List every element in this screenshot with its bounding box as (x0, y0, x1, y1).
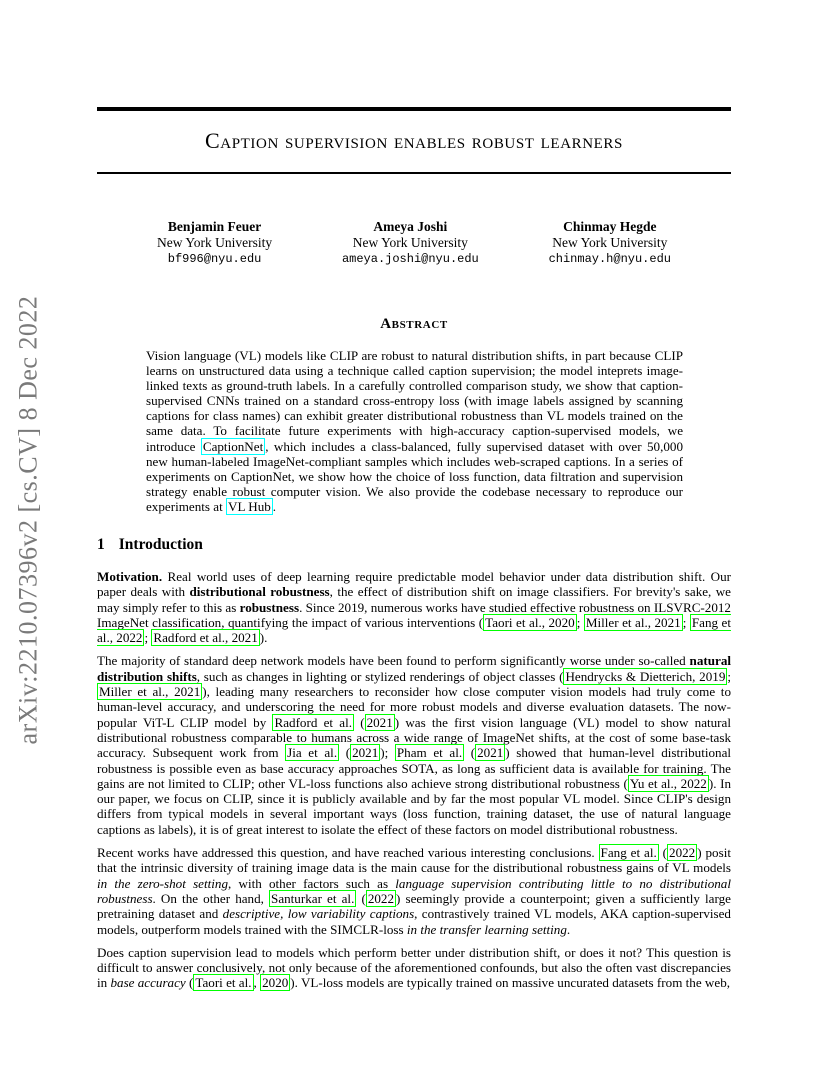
author-2 (342, 219, 479, 267)
citation-link[interactable]: Miller et al., 2021 (99, 684, 201, 700)
bold-term: natural distribution shifts (97, 653, 731, 684)
author-1 (157, 219, 272, 267)
citation-link[interactable]: Fang et al., 2022 (97, 614, 731, 646)
text-segment: ( (464, 745, 476, 761)
author-affiliation: New York University (352, 235, 468, 250)
abstract-text-segment: Vision language (VL) models like CLIP are robust to natural distribution shifts, in part because CLIP learns on unstructured data using a technique called caption supervision; the model inteprets image-linked texts as ground-truth labels. In a carefully controlled comparison study, we show that caption-supervised CNNs trained on a standard cross-entropy loss (with image labels assigned by scanning captions for class names) can exhibit greater distributional robustness than VL models trained on the same data. To facilitate future experiments with high-accuracy caption-supervised models, we introduce (146, 348, 683, 454)
text-segment: ; (727, 668, 732, 684)
text-segment: ). VL-loss models are typically trained on massive uncurated datasets from the web, (290, 975, 731, 991)
italic-term: in the zero-shot setting (97, 875, 228, 891)
text-segment: ( (185, 975, 194, 991)
abstract-text-segment: , which includes a class-balanced, fully supervised dataset with over 50,000 new human-labeled ImageNet-compliant samples which includes web-scraped captions. In a series of experiments on CaptionNet, we show how the choice of loss function, data filtration and supervision strategy enable robust computer vision. We also provide the codebase necessary to reproduce our experiments at (146, 438, 683, 514)
section-number: 1 (97, 536, 105, 553)
citation-link[interactable]: Yu et al., 2022 (629, 775, 707, 791)
text-segment: ). In our paper, we focus on CLIP, since it is publicly available and by far the most popular VL model. Since CLIP's design differs from typical models in several important ways (loss function, training dataset, the use of natural language captions as labels), it is of great interest to isolate the effect of these factors on model distributional robustness. (97, 775, 731, 837)
citation-link[interactable]: 2022 (669, 845, 696, 861)
citation-link[interactable]: Hendrycks & Dietterich, 2019 (565, 668, 726, 684)
citation-link[interactable]: 2020 (262, 975, 289, 991)
author-block (97, 219, 731, 267)
citation-link[interactable]: 2021 (477, 745, 504, 761)
citation-link[interactable]: Santurkar et al. (271, 890, 355, 906)
section-title: Introduction (118, 536, 203, 553)
italic-term: base accuracy (110, 975, 186, 991)
text-segment: , with other factors such as (228, 875, 396, 891)
citation-link[interactable]: Taori et al. (195, 975, 252, 991)
text-segment: ) posit that the intrinsic diversity of training image data is the main cause for the distributional robustness gains of VL models (97, 845, 731, 876)
title-top-rule (97, 107, 731, 111)
text-segment: ), leading many researchers to reconsider how close computer vision models had truly come to human-level accuracy, and underscoring the need for more robust models and diverse evaluation datasets. The now-popular ViT-L CLIP model by (97, 684, 731, 730)
text-segment: Real world uses of deep learning require predictable model behavior under data distribution shift. Our paper deals with (97, 569, 731, 600)
text-segment: , the effect of distribution shift on image classifiers. For brevity's sake, we may simply refer to this as (97, 584, 731, 615)
citation-link[interactable]: 2022 (367, 890, 395, 906)
bold-term: robustness (239, 599, 300, 615)
text-segment: . (566, 921, 571, 937)
citation-link[interactable]: Radford et al., 2021 (153, 630, 258, 646)
citation-link[interactable]: 2021 (352, 745, 379, 761)
body-text (97, 569, 731, 999)
text-segment: ( (353, 714, 365, 730)
text-segment: . On the other hand, (152, 890, 270, 906)
text-segment: ) showed that human-level distributional robustness is possible even as base accuracy approaches SOTA, as long as sufficient data is available for training. The gains are not limited to CLIP; other VL-loss functions also achieve strong distributional robustness ( (97, 745, 732, 791)
abstract-heading: Abstract (380, 316, 448, 332)
citation-link[interactable]: 2021 (366, 714, 393, 730)
paragraph-caption-supervision-question (97, 945, 731, 991)
arxiv-identifier: arXiv:2210.07396v2 [cs.CV] 8 Dec 2022 (13, 295, 42, 745)
citation-link[interactable]: Taori et al., 2020 (485, 614, 575, 630)
author-name: Benjamin Feuer (167, 219, 262, 234)
text-segment: ) was the first vision language (VL) model to show natural distributional robustness comparable to humans across a wide range of ImageNet shifts, at the cost of some base-task accuracy. Subsequent work from (97, 714, 731, 761)
author-email[interactable]: chinmay.h@nyu.edu (548, 252, 671, 266)
text-segment: The majority of standard deep network models have been found to perform significantly worse under so-called (97, 653, 690, 669)
section-heading-introduction (97, 536, 203, 554)
vl-hub-link[interactable]: VL Hub (228, 498, 271, 514)
italic-term: descriptive, low variability captions (222, 906, 415, 922)
text-segment: ). (259, 630, 268, 646)
text-segment: , (253, 975, 261, 991)
text-segment: Recent works have addressed this question, and have reached various interesting conclusions. (97, 845, 599, 861)
paragraph-distribution-shifts (97, 653, 731, 837)
author-3 (549, 219, 671, 267)
text-segment: Does caption supervision lead to models which perform better under distribution shift, or does it not? This question is difficult to answer conclusively, not only because of the aforementioned confounds, but also the often vast discrepancies in (97, 944, 731, 991)
text-segment: ); (380, 745, 395, 761)
text-segment: ) seemingly provide a counterpoint; given a sufficiently large pretraining dataset and (97, 890, 731, 922)
paper-title: Caption supervision enables robust learners (205, 128, 623, 153)
citation-link[interactable]: Jia et al. (287, 745, 338, 761)
text-segment: , contrastively trained VL models, AKA caption-supervised models, outperform models trained with the SIMCLR-loss (97, 906, 731, 937)
author-affiliation: New York University (552, 235, 668, 250)
text-segment: ( (658, 845, 668, 861)
text-segment: ( (356, 890, 366, 906)
paragraph-lead: Motivation. (97, 569, 163, 584)
author-name: Ameya Joshi (373, 219, 448, 234)
citation-link[interactable]: Miller et al., 2021 (585, 614, 681, 630)
bold-term: distributional robustness (189, 584, 330, 600)
paragraph-recent-works (97, 845, 731, 937)
paragraph-motivation (97, 569, 731, 645)
author-email[interactable]: ameya.joshi@nyu.edu (341, 252, 479, 266)
italic-term: in the transfer learning setting (406, 921, 567, 937)
text-segment: ( (339, 745, 351, 761)
captionnet-link[interactable]: CaptionNet (202, 438, 264, 454)
text-segment: ; (576, 614, 584, 630)
title-bottom-rule (97, 172, 731, 174)
arxiv-margin-stamp (6, 290, 50, 750)
italic-term: language supervision contributing little to no distributional robustness (97, 875, 731, 906)
abstract-text-segment: . (272, 498, 277, 514)
author-email[interactable]: bf996@nyu.edu (167, 252, 262, 266)
citation-link[interactable]: Pham et al. (396, 745, 463, 761)
abstract-text (146, 348, 683, 514)
text-segment: , such as changes in lighting or stylized renderings of object classes ( (196, 668, 564, 684)
author-name: Chinmay Hegde (563, 219, 657, 234)
citation-link[interactable]: Radford et al. (274, 714, 352, 730)
text-segment: ; (144, 630, 152, 646)
text-segment: . Since 2019, numerous works have studied effective robustness on ILSVRC-2012 ImageNet classification, quantifying the impact of various interventions ( (97, 599, 731, 630)
text-segment: ; (682, 614, 690, 630)
citation-link[interactable]: Fang et al. (600, 845, 657, 861)
author-affiliation: New York University (157, 235, 273, 250)
